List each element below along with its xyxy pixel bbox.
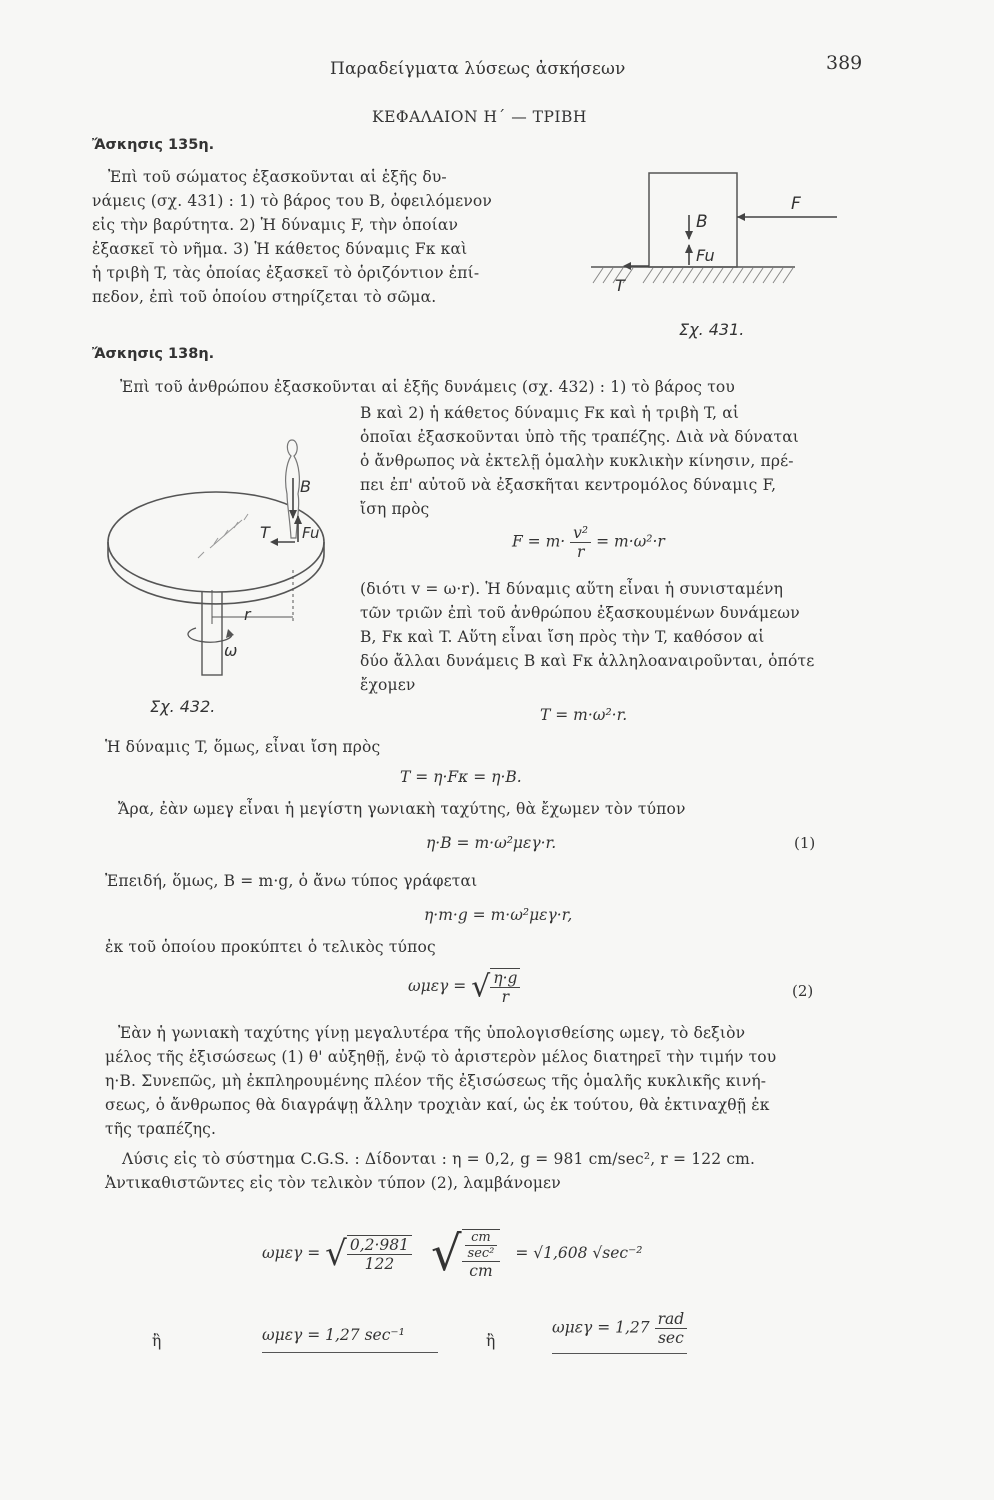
eq-2-num: η·g: [490, 969, 520, 988]
exercise-138-side2-line-1: (διότι v = ω·r). Ἡ δύναμις αὕτη εἶναι ἡ συνισταμένη: [360, 580, 784, 598]
running-title: Παραδείγματα λύσεως ἀσκήσεων: [330, 59, 626, 79]
final-result: = √1,608 √sec⁻²: [515, 1244, 643, 1262]
result-b-num: rad: [655, 1310, 688, 1329]
or-1: ἢ: [152, 1332, 162, 1350]
label-T: T: [615, 276, 625, 295]
equation-2: ωμεγ = √ $\frac{\eta\cdot g}{r}$: [408, 968, 520, 1006]
exercise-135-line-4: ἐξασκεῖ τὸ νῆμα. 3) Ἡ κάθετος δύναμις Fκ καὶ: [92, 240, 468, 258]
label-Fu: Fu: [696, 246, 715, 265]
final-equation: ωμεγ = √ $\frac{0,2\cdot 981}{122}$ √ $\frac{\frac{cm}{\text{sec²}}}{cm}$ = √1,608 √sec⁻²: [262, 1226, 643, 1282]
final-unit-den: cm: [469, 1261, 493, 1280]
chapter-title: ΚΕΦΑΛΑΙΟΝ Η΄ — ΤΡΙΒΗ: [372, 108, 587, 126]
equation-1: η·B = m·ω²μεγ·r.: [426, 834, 557, 852]
exercise-138-side2-line-5: ἔχομεν: [360, 676, 416, 694]
line-T-equal: Ἡ δύναμις T, ὅμως, εἶναι ἴση πρὸς: [105, 738, 381, 756]
paragraph-line-3: η·B. Συνεπῶς, μὴ ἐκπληρουμένης πλέον τῆς ἐξισώσεως τῆς ὁμαλῆς κυκλικῆς κινή-: [105, 1072, 767, 1090]
figure-431-caption: Σχ. 431.: [679, 320, 745, 339]
eq-F-num: v²: [570, 524, 591, 543]
label-F: F: [791, 194, 801, 214]
paragraph-line-4: σεως, ὁ ἄνθρωπος θὰ διαγράψῃ ἄλλην τροχιὰν καί, ὡς ἐκ τούτου, θὰ ἐκτιναχθῇ ἐκ: [105, 1096, 770, 1114]
label-T: T: [260, 523, 270, 542]
block-shape: [649, 173, 737, 267]
figure-432-caption: Σχ. 432.: [150, 697, 216, 716]
equation-2-number: (2): [792, 982, 814, 1000]
exercise-138-side-line-2: ὁποῖαι ἐξασκοῦνται ὑπὸ τῆς τραπέζης. Διὰ νὰ δύναται: [360, 428, 800, 446]
line-ara: Ἄρα, ἐὰν ωμεγ εἶναι ἡ μεγίστη γωνιακὴ ταχύτης, θὰ ἔχωμεν τὸν τύπον: [118, 800, 686, 818]
equation-T: T = m·ω²·r.: [540, 706, 628, 724]
page-number: 389: [826, 52, 863, 74]
equation-1-number: (1): [794, 834, 816, 852]
exercise-138-side2-line-4: δύο ἄλλαι δυνάμεις B καὶ Fκ ἀλληλοαναιροῦνται, ὁπότε: [360, 652, 815, 670]
exercise-138-intro: Ἐπὶ τοῦ ἀνθρώπου ἐξασκοῦνται αἱ ἑξῆς δυνάμεις (σχ. 432) : 1) τὸ βάρος του: [120, 378, 735, 396]
result-b: [552, 1310, 687, 1354]
equation-eta-mg: η·m·g = m·ω²μεγ·r,: [424, 906, 573, 924]
exercise-138-side2-line-2: τῶν τριῶν ἐπὶ τοῦ ἀνθρώπου ἐξασκουμένων δυνάμεων: [360, 604, 800, 622]
solution-line: Λύσις εἰς τὸ σύστημα C.G.S. : Δίδονται : η = 0,2, g = 981 cm/sec², r = 122 cm.: [122, 1150, 756, 1168]
exercise-138-side-line-1: B καὶ 2) ἡ κάθετος δύναμις Fκ καὶ ἡ τριβὴ T, αἱ: [360, 404, 740, 422]
exercise-138-heading: Ἄσκησις 138η.: [92, 346, 215, 362]
equation-T-eta: T = η·Fκ = η·B.: [400, 768, 522, 786]
eq-F-right: = m·ω²·r: [596, 532, 665, 551]
figure-431: [585, 165, 845, 340]
line-epeidi: Ἐπειδή, ὅμως, B = m·g, ὁ ἄνω τύπος γράφεται: [105, 872, 478, 890]
eq-F-den: r: [576, 543, 585, 561]
label-Fu: Fu: [302, 524, 320, 542]
final-frac1-num: 0,2·981: [347, 1236, 412, 1255]
equation-centripetal: [512, 524, 665, 561]
final-frac1-den: 122: [364, 1255, 395, 1273]
label-B: B: [300, 477, 311, 496]
result-b-den: sec: [657, 1329, 684, 1347]
eq-2-den: r: [501, 988, 510, 1006]
label-r: r: [244, 605, 251, 624]
exercise-135-line-6: πεδον, ἐπὶ τοῦ ὁποίου στηρίζεται τὸ σῶμα.: [92, 288, 437, 306]
paragraph-line-5: τῆς τραπέζης.: [105, 1120, 217, 1138]
exercise-135-heading: Ἄσκησις 135η.: [92, 137, 215, 153]
exercise-138-side2-line-3: B, Fκ καὶ T. Αὕτη εἶναι ἴση πρὸς τὴν T, καθόσον αἱ: [360, 628, 765, 646]
exercise-135-line-3: εἰς τὴν βαρύτητα. 2) Ἡ δύναμις F, τὴν ὁποίαν: [92, 216, 459, 234]
final-lhs: ωμεγ =: [262, 1244, 321, 1262]
or-2: ἢ: [486, 1332, 496, 1350]
eq-2-left: ωμεγ =: [408, 977, 467, 995]
figure-432: [92, 420, 362, 720]
exercise-135-line-1: Ἐπὶ τοῦ σώματος ἐξασκοῦνται αἱ ἑξῆς δυ-: [108, 168, 447, 186]
exercise-138-side-line-3: ὁ ἄνθρωπος νὰ ἐκτελῇ ὁμαλὴν κυκλικὴν κίνησιν, πρέ-: [360, 452, 794, 470]
final-unit-num-top: cm: [465, 1230, 498, 1246]
substitute-line: Ἀντικαθιστῶντες εἰς τὸν τελικὸν τύπον (2), λαμβάνομεν: [105, 1174, 561, 1192]
line-ek: ἐκ τοῦ ὁποίου προκύπτει ὁ τελικὸς τύπος: [105, 938, 436, 956]
final-unit-num-bottom: sec²: [467, 1245, 495, 1261]
exercise-135-line-2: νάμεις (σχ. 431) : 1) τὸ βάρος του B, ὀφειλόμενον: [92, 192, 492, 210]
exercise-138-side-line-4: πει ἐπ' αὐτοῦ νὰ ἐξασκῆται κεντρομόλος δύναμις F,: [360, 476, 777, 494]
result-a: ωμεγ = 1,27 sec⁻¹: [262, 1326, 438, 1353]
exercise-135-line-5: ἡ τριβὴ T, τὰς ὁποίας ἐξασκεῖ τὸ ὁριζόντιον ἐπί-: [92, 264, 480, 282]
label-B: B: [696, 212, 708, 232]
exercise-138-side-line-5: ἴση πρὸς: [360, 500, 430, 518]
label-omega: ω: [224, 641, 238, 660]
paragraph-line-2: μέλος τῆς ἐξισώσεως (1) θ' αὐξηθῇ, ἐνῷ τὸ ἀριστερὸν μέλος διατηρεῖ τὴν τιμήν του: [105, 1048, 777, 1066]
eq-F-left: F = m·: [512, 532, 566, 551]
paragraph-line-1: Ἐὰν ἡ γωνιακὴ ταχύτης γίνῃ μεγαλυτέρα τῆς ὑπολογισθείσης ωμεγ, τὸ δεξιὸν: [118, 1024, 746, 1042]
result-b-left: ωμεγ = 1,27: [552, 1318, 650, 1337]
